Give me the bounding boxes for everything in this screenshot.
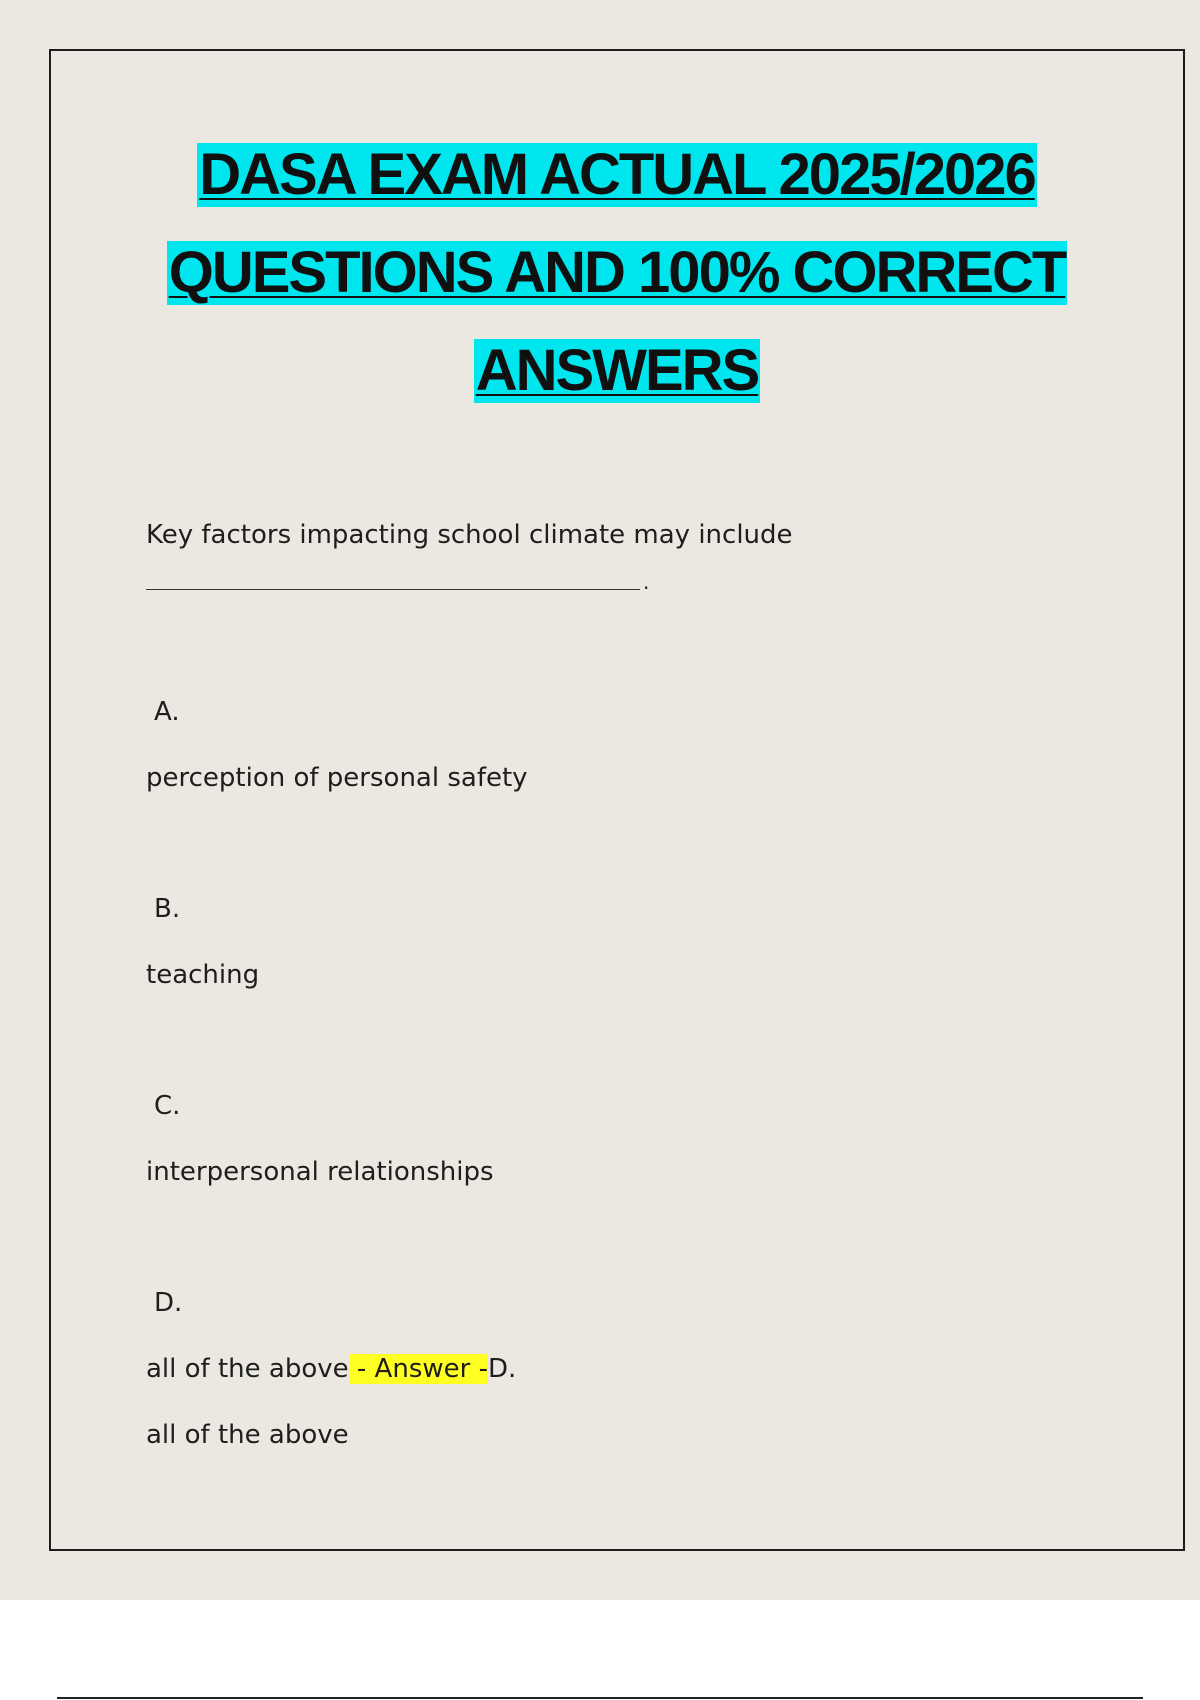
option-b-letter: B.	[154, 894, 181, 924]
answer-blank-line	[146, 589, 640, 590]
title-line-2-text: QUESTIONS AND 100% CORRECT	[168, 240, 1066, 305]
answer-marker: - Answer -	[348, 1354, 488, 1384]
title-line-3-text: ANSWERS	[475, 338, 759, 403]
option-d-answer-line	[146, 1353, 516, 1385]
option-b-text: teaching	[146, 960, 260, 990]
option-a-letter: A.	[154, 697, 180, 727]
option-d-text: all of the above	[146, 1354, 349, 1384]
answer-blank-period: .	[643, 570, 650, 594]
footer-rule	[57, 1697, 1143, 1699]
answer-letter: D.	[487, 1354, 517, 1384]
option-d-letter: D.	[154, 1288, 183, 1318]
title-line-1-text: DASA EXAM ACTUAL 2025/2026	[199, 142, 1035, 207]
title-line-1	[49, 140, 1185, 238]
option-c-text: interpersonal relationships	[146, 1157, 494, 1187]
question-stem: Key factors impacting school climate may include	[146, 520, 793, 550]
option-a-text: perception of personal safety	[146, 763, 528, 793]
option-c-letter: C.	[154, 1091, 181, 1121]
title-line-3	[49, 336, 1185, 434]
title-line-2	[49, 238, 1185, 336]
answer-text: all of the above	[146, 1420, 349, 1450]
document-title	[49, 140, 1185, 434]
